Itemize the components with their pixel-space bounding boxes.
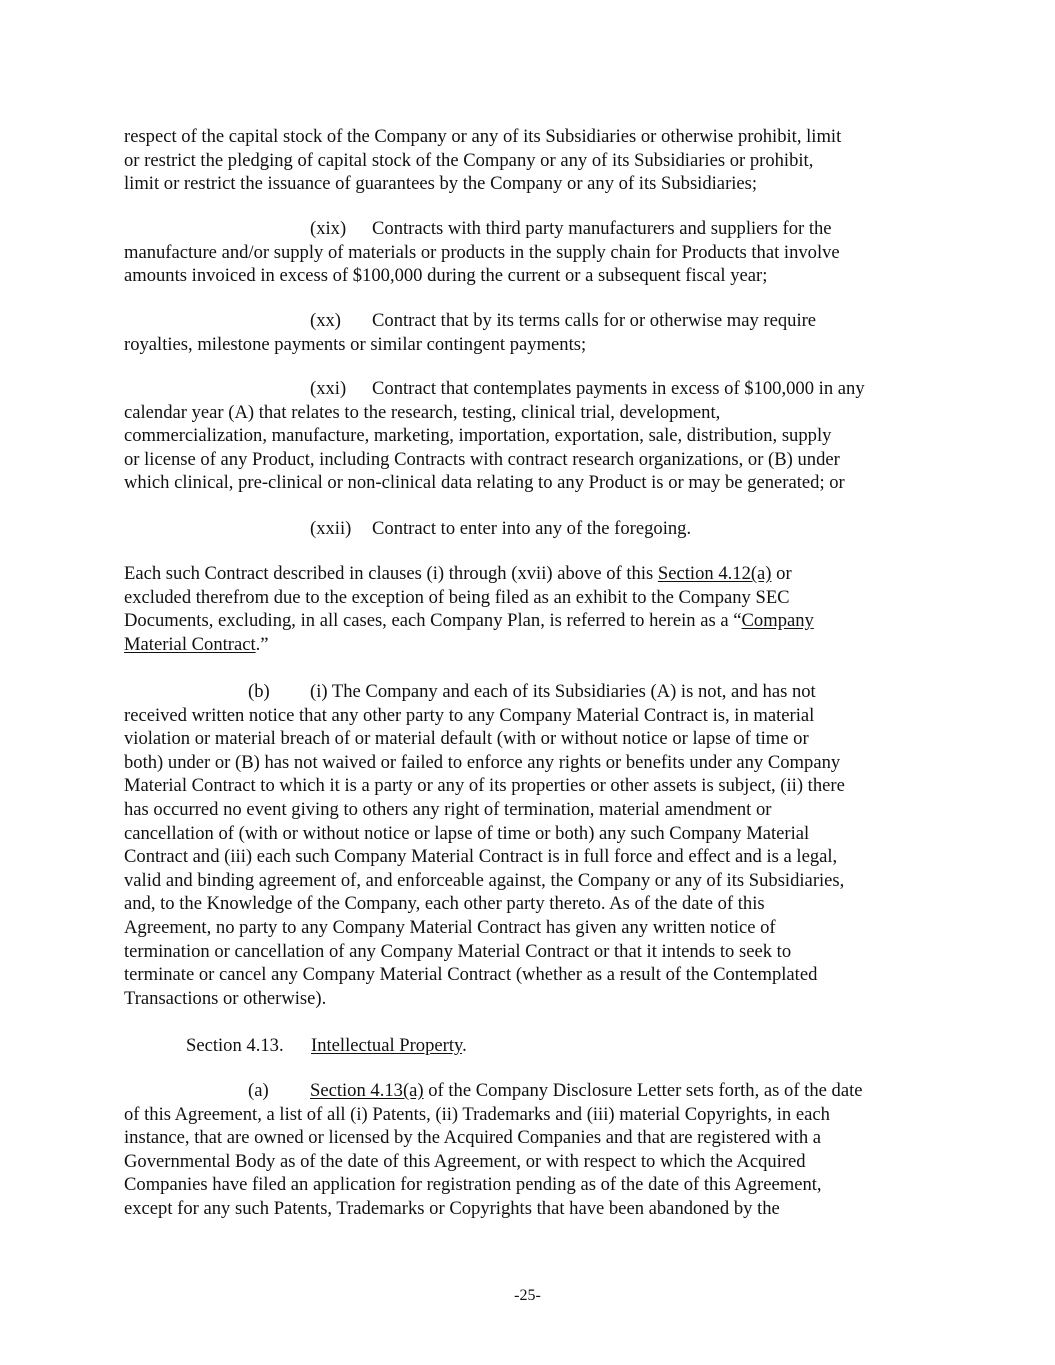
clause-xix: [124, 217, 936, 288]
clause-number: (xxii): [310, 518, 352, 539]
text-fragment: Each such Contract described in clauses (i) through (xvii) above of this: [124, 563, 658, 584]
text-line: limit or restrict the issuance of guarantees by the Company or any of its Subsidiaries;: [124, 173, 758, 195]
text-line: [124, 633, 936, 657]
clause-xx: [124, 309, 936, 356]
text-line: termination or cancellation of any Company Material Contract or that it intends to seek to: [124, 940, 792, 962]
section-reference: Section 4.13(a): [310, 1080, 424, 1101]
text-line: calendar year (A) that relates to the research, testing, clinical trial, development,: [124, 401, 721, 423]
text-fragment: Documents, excluding, in all cases, each Company Plan, is referred to herein as a “: [124, 610, 742, 632]
text-fragment: or: [771, 563, 792, 584]
paragraph-definition: [124, 562, 936, 656]
clause-number: (xxi): [310, 378, 347, 399]
text-fragment: of the Company Disclosure Letter sets forth, as of the date: [423, 1080, 863, 1101]
text-line: Contract and (iii) each such Company Material Contract is in full force and effect and is a legal,: [124, 846, 838, 868]
clause-text: Contract that contemplates payments in excess of $100,000 in any: [372, 378, 865, 399]
text-line: royalties, milestone payments or similar contingent payments;: [124, 333, 587, 355]
section-title: Intellectual Property: [311, 1035, 463, 1056]
text-fragment: .: [462, 1035, 467, 1056]
text-line: or restrict the pledging of capital stock of the Company or any of its Subsidiaries or prohibit,: [124, 149, 814, 171]
text-line: both) under or (B) has not waived or failed to enforce any rights or benefits under any Company: [124, 751, 841, 773]
clause-number: (xix): [310, 218, 347, 239]
text-line: violation or material breach of or material default (with or without notice or lapse of time or: [124, 728, 809, 750]
text-line: of this Agreement, a list of all (i) Patents, (ii) Trademarks and (iii) material Copyrights, in each: [124, 1103, 830, 1125]
text-line: Governmental Body as of the date of this Agreement, or with respect to which the Acquired: [124, 1150, 806, 1172]
text-line: has occurred no event giving to others any right of termination, material amendment or: [124, 798, 772, 820]
subsection-text: (i) The Company and each of its Subsidiaries (A) is not, and has not: [310, 681, 816, 702]
text-line: commercialization, manufacture, marketing, importation, exportation, sale, distribution, supply: [124, 425, 832, 447]
defined-term: Company: [741, 610, 814, 632]
text-line: received written notice that any other party to any Company Material Contract is, in material: [124, 704, 815, 726]
text-line: valid and binding agreement of, and enforceable against, the Company or any of its Subsidiaries,: [124, 869, 845, 891]
text-line: [124, 609, 936, 633]
subsection-a: [124, 1079, 936, 1221]
clause-text: Contracts with third party manufacturers and suppliers for the: [372, 218, 832, 239]
paragraph-continuation: [124, 125, 936, 196]
text-line: instance, that are owned or licensed by the Acquired Companies and that are registered with a: [124, 1127, 822, 1149]
text-line: Companies have filed an application for registration pending as of the date of this Agreement,: [124, 1174, 822, 1196]
text-line: [124, 562, 936, 586]
clause-first-line: [124, 217, 936, 241]
text-line: Material Contract to which it is a party or any of its properties or other assets is subject, (ii) there: [124, 775, 845, 797]
clause-xxi: [124, 377, 936, 495]
subsection-number: (b): [248, 681, 270, 702]
text-line: amounts invoiced in excess of $100,000 during the current or a subsequent fiscal year;: [124, 265, 768, 287]
text-line: manufacture and/or supply of materials or products in the supply chain for Products that involve: [124, 241, 840, 263]
subsection-b: [124, 680, 936, 1010]
text-line: excluded therefrom due to the exception of being filed as an exhibit to the Company SEC: [124, 586, 790, 608]
text-line: respect of the capital stock of the Company or any of its Subsidiaries or otherwise prohibit, limit: [124, 126, 842, 147]
text-fragment: .”: [255, 633, 269, 655]
defined-term: Material Contract: [124, 633, 256, 655]
text-line: or license of any Product, including Contracts with contract research organizations, or (B) under: [124, 448, 840, 470]
clause-xxii: [124, 517, 936, 541]
subsection-number: (a): [248, 1080, 269, 1101]
text-line: cancellation of (with or without notice or lapse of time or both) any such Company Material: [124, 822, 810, 844]
text-line: Transactions or otherwise).: [124, 987, 327, 1009]
text-line: and, to the Knowledge of the Company, each other party thereto. As of the date of this: [124, 893, 765, 915]
clause-first-line: [124, 309, 936, 333]
clause-text: Contract to enter into any of the foregoing.: [372, 518, 692, 539]
subsection-first-line: [124, 1079, 936, 1103]
clause-number: (xx): [310, 310, 341, 331]
page-number: -25-: [514, 1287, 541, 1304]
clause-first-line: [124, 517, 936, 541]
section-reference: Section 4.12(a): [657, 563, 772, 584]
text-line: which clinical, pre-clinical or non-clinical data relating to any Product is or may be generated; or: [124, 472, 845, 494]
subsection-first-line: [124, 680, 936, 704]
text-line: Agreement, no party to any Company Material Contract has given any written notice of: [124, 916, 776, 938]
clause-first-line: [124, 377, 936, 401]
clause-text: Contract that by its terms calls for or otherwise may require: [372, 310, 817, 331]
section-heading: [186, 1034, 467, 1058]
text-line: except for any such Patents, Trademarks or Copyrights that have been abandoned by the: [124, 1197, 780, 1219]
section-number: Section 4.13.: [186, 1035, 284, 1056]
text-line: terminate or cancel any Company Material Contract (whether as a result of the Contemplated: [124, 964, 818, 986]
